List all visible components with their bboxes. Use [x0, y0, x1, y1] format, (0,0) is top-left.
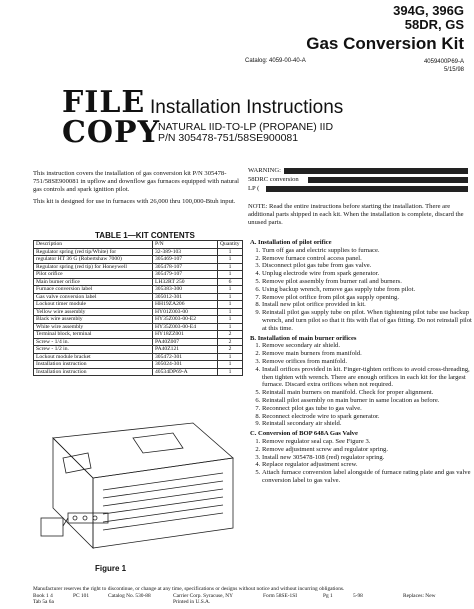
table-cell: HY18ZZ001 [153, 331, 218, 339]
burner-assembly [103, 473, 223, 530]
table-row [34, 286, 243, 294]
gas-valve [41, 518, 68, 536]
table-cell: Lockout timer module [34, 301, 153, 309]
catalog-number: Catalog: 4059-00-40-A [245, 58, 306, 64]
table-cell: Installation instruction [34, 361, 153, 369]
table-cell: 1 [218, 316, 243, 324]
table-cell: White wire assembly [34, 323, 153, 331]
table-cell: PA40Z007 [153, 338, 218, 346]
table-row [34, 338, 243, 346]
table-cell: 305479-107 [153, 271, 218, 279]
model-line-1: 394G, 396G [393, 3, 464, 18]
table-cell: 6 [218, 278, 243, 286]
footer [33, 586, 469, 607]
table-cell: Installation instruction [34, 368, 153, 376]
table-cell: Regulator spring (red tip/White) for [34, 248, 153, 256]
section-a-list [250, 247, 472, 333]
step-item: 5. Attach furnace conversion label alongside of furnace rating plate and gas valve conversion label to gas valve. [262, 469, 472, 485]
table-cell: 305012-301 [153, 293, 218, 301]
furnace-front-panel [93, 458, 233, 548]
step-item: 5. Remove pilot assembly from burner rail and burners. [262, 278, 472, 286]
step-item: 5. Reinstall main burners on manifold. Check for proper alignment. [262, 389, 472, 397]
table-row [34, 278, 243, 286]
step-item: 3. Disconnect pilot gas tube from gas valve. [262, 262, 472, 270]
procedure-steps [250, 237, 472, 485]
step-item: 1. Turn off gas and electric supplies to furnace. [262, 247, 472, 255]
intro-paragraph-1: This instruction covers the installation of gas conversion kit P/N 305478-751/58SE900081 in upflow and downflow gas furnaces equipped with natural gas controls and spark ignition pilot. [33, 170, 240, 193]
table-row [34, 248, 243, 256]
table-cell: 1 [218, 271, 243, 279]
table-row [34, 368, 243, 376]
step-item: 1. Remove regulator seal cap. See Figure 3. [262, 438, 472, 446]
part-number: 4059400P69-A [423, 59, 464, 65]
furnace-top-panel [53, 423, 233, 478]
table-cell: 305383-300 [153, 286, 218, 294]
section-c-list [250, 438, 472, 485]
table-cell: 1 [218, 368, 243, 376]
table-row [34, 256, 243, 264]
table-cell: 1 [218, 308, 243, 316]
table-cell: Black wire assembly [34, 316, 153, 324]
step-item: 9. Reinstall secondary air shield. [262, 420, 472, 428]
table-cell: 2 [218, 331, 243, 339]
table-row [34, 316, 243, 324]
figure-caption: Figure 1 [95, 564, 127, 573]
model-numbers [393, 4, 464, 32]
table-cell: 1 [218, 361, 243, 369]
table-cell: Furnace conversion label [34, 286, 153, 294]
table-cell: Lockout module bracket [34, 353, 153, 361]
table-cell: 1 [218, 248, 243, 256]
step-item: 2. Remove furnace control access panel. [262, 255, 472, 263]
furnace-side-panel [53, 438, 93, 548]
pilot-assembly [63, 453, 91, 473]
step-item: 3. Remove orifices from manifold. [262, 358, 472, 366]
table-cell: PA40Z121 [153, 346, 218, 354]
warning-line-3: LP ( [248, 185, 260, 192]
step-item: 4. Unplug electrode wire from spark generator. [262, 270, 472, 278]
table-row [34, 271, 243, 279]
table-row [34, 323, 243, 331]
table-header-cell: Quantity [218, 241, 243, 249]
step-item: 8. Install new pilot orifice provided in kit. [262, 301, 472, 309]
table-cell: 2 [218, 346, 243, 354]
table-cell: 1 [218, 256, 243, 264]
heat-exchanger [133, 433, 183, 453]
step-item: 8. Reconnect electrode wire to spark generator. [262, 413, 472, 421]
section-b-list [250, 342, 472, 428]
table-cell: HH19ZA206 [153, 301, 218, 309]
table-cell: 1 [218, 353, 243, 361]
warning-line-2: 58DRC conversion [248, 176, 299, 183]
table-cell: Regulator spring (red tip) for Honeywell [34, 263, 153, 271]
table-row [34, 301, 243, 309]
table-row [34, 308, 243, 316]
stamp-line-2: COPY [62, 115, 160, 150]
table-cell: Main burner orifice [34, 278, 153, 286]
step-item: 2. Remove adjustment screw and regulator spring. [262, 446, 472, 454]
subtitle-line-1: NATURAL IID-TO-LP (PROPANE) IID [158, 121, 334, 133]
footer-info [33, 593, 469, 607]
table-header-cell: P/N [153, 241, 218, 249]
table-cell: 1 [218, 293, 243, 301]
table-row [34, 263, 243, 271]
step-item: 4. Install orifices provided in kit. Finger-tighten orifices to avoid cross-threading, then tighten with wrench. There are enough orifices in each kit for the largest furnace. Discard extra orifices when not required. [262, 366, 472, 389]
footer-code: 5-98 [353, 593, 363, 599]
footer-company: Carrier Corp. Syracuse, NY [173, 593, 234, 599]
footer-disclaimer: Manufacturer reserves the right to discontinue, or change at any time, specifications or designs without notice and without incurring obligations. [33, 586, 345, 592]
table-cell: 305472-301 [153, 353, 218, 361]
footer-catalog: Catalog No. 530-88 [108, 593, 151, 599]
table-cell: HY35Z003-00-E2 [153, 316, 218, 324]
step-item: 7. Reconnect pilot gas tube to gas valve. [262, 405, 472, 413]
table-row [34, 331, 243, 339]
table-cell: 1 [218, 263, 243, 271]
kit-contents-table [33, 240, 243, 376]
footer-tab: Tab 5a 6a [33, 599, 54, 605]
table-header-row [34, 241, 243, 249]
stamp-line-1: FILE [62, 85, 146, 120]
step-item: 3. Install new 305478-108 (red) regulator spring. [262, 454, 472, 462]
intro-paragraph-2: This kit is designed for use in furnaces with 26,000 thru 100,000-Btuh input. [33, 198, 236, 205]
table-cell: 305024-301 [153, 361, 218, 369]
table-title: TABLE 1—KIT CONTENTS [95, 231, 195, 240]
table-cell: regulator HT 36 G (Robertshaw 7000) [34, 256, 153, 264]
file-copy-stamp [62, 85, 160, 150]
table-cell: 305478-107 [153, 263, 218, 271]
manifold [68, 513, 108, 523]
instructions-subtitle [158, 122, 333, 144]
table-cell: Screw - 1/4 in. [34, 338, 153, 346]
table-cell: 1 [218, 286, 243, 294]
step-item: 1. Remove secondary air shield. [262, 342, 472, 350]
table-cell: 305469-107 [153, 256, 218, 264]
table-row [34, 293, 243, 301]
step-item: 6. Using backup wrench, remove gas supply tube from pilot. [262, 286, 472, 294]
table-cell: HY35Z003-00-E4 [153, 323, 218, 331]
footer-pc: PC 101 [73, 593, 90, 599]
footer-printed: Printed in U.S.A. [173, 599, 211, 605]
section-c-heading: C. Conversion of BOP 648A Gas Valve [250, 430, 358, 438]
intro-text [33, 170, 243, 206]
step-item: 2. Remove main burners from manifold. [262, 350, 472, 358]
step-item: 4. Replace regulator adjustment screw. [262, 461, 472, 469]
table-cell: HY01Z003-00 [153, 308, 218, 316]
footer-replaces: Replaces: New [403, 593, 436, 599]
model-line-2: 58DR, GS [404, 17, 464, 32]
warning-box [248, 167, 468, 199]
table-row [34, 361, 243, 369]
table-cell: 1 [218, 323, 243, 331]
table-row [34, 346, 243, 354]
table-cell: 32-389-103 [153, 248, 218, 256]
redaction-bar [266, 186, 468, 192]
redaction-bar [284, 168, 468, 174]
section-a-heading: A. Installation of pilot orifice [250, 239, 332, 246]
step-item: 9. Reinstall pilot gas supply tube on pilot. When tightening pilot tube use backup wrench, and turn pilot so that it fits with flat of gas fitting. Do not reinstall pilot at this time. [262, 309, 472, 332]
table-cell: 2 [218, 338, 243, 346]
revision-date: 5/15/98 [443, 67, 464, 73]
step-item: 7. Remove pilot orifice from pilot gas supply opening. [262, 294, 472, 302]
section-b-heading: B. Installation of main burner orifices [250, 334, 357, 342]
table-row [34, 353, 243, 361]
document-title: Gas Conversion Kit [306, 34, 464, 53]
footer-page: Pg 1 [323, 593, 333, 599]
footer-form: Form 58SE-1SI [263, 593, 297, 599]
warning-label: WARNING: [248, 167, 281, 174]
part-number-block [424, 58, 464, 74]
table-header-cell: Description [34, 241, 153, 249]
table-cell: Pilot orifice [34, 271, 153, 279]
note-text: NOTE: Read the entire instructions before starting the installation. There are additional parts shipped in each kit. When the installation is complete, discard the unused parts. [248, 203, 464, 226]
table-cell: 1 [218, 301, 243, 309]
table-cell: 40534DP69-A [153, 368, 218, 376]
instructions-heading: Installation Instructions [150, 97, 344, 118]
footer-book: Book 1 4 [33, 593, 53, 599]
table-cell: Gas valve conversion label [34, 293, 153, 301]
redaction-bar [308, 177, 468, 183]
table-cell: Terminal block, terminal [34, 331, 153, 339]
figure-1-diagram [33, 418, 245, 558]
table-cell: Yellow wire assembly [34, 308, 153, 316]
step-item: 6. Reinstall pilot assembly on main burner in same location as before. [262, 397, 472, 405]
table-cell: Screw - 1/2 in. [34, 346, 153, 354]
table-cell: LH32RT 250 [153, 278, 218, 286]
subtitle-line-2: P/N 305478-751/58SE900081 [158, 132, 299, 144]
